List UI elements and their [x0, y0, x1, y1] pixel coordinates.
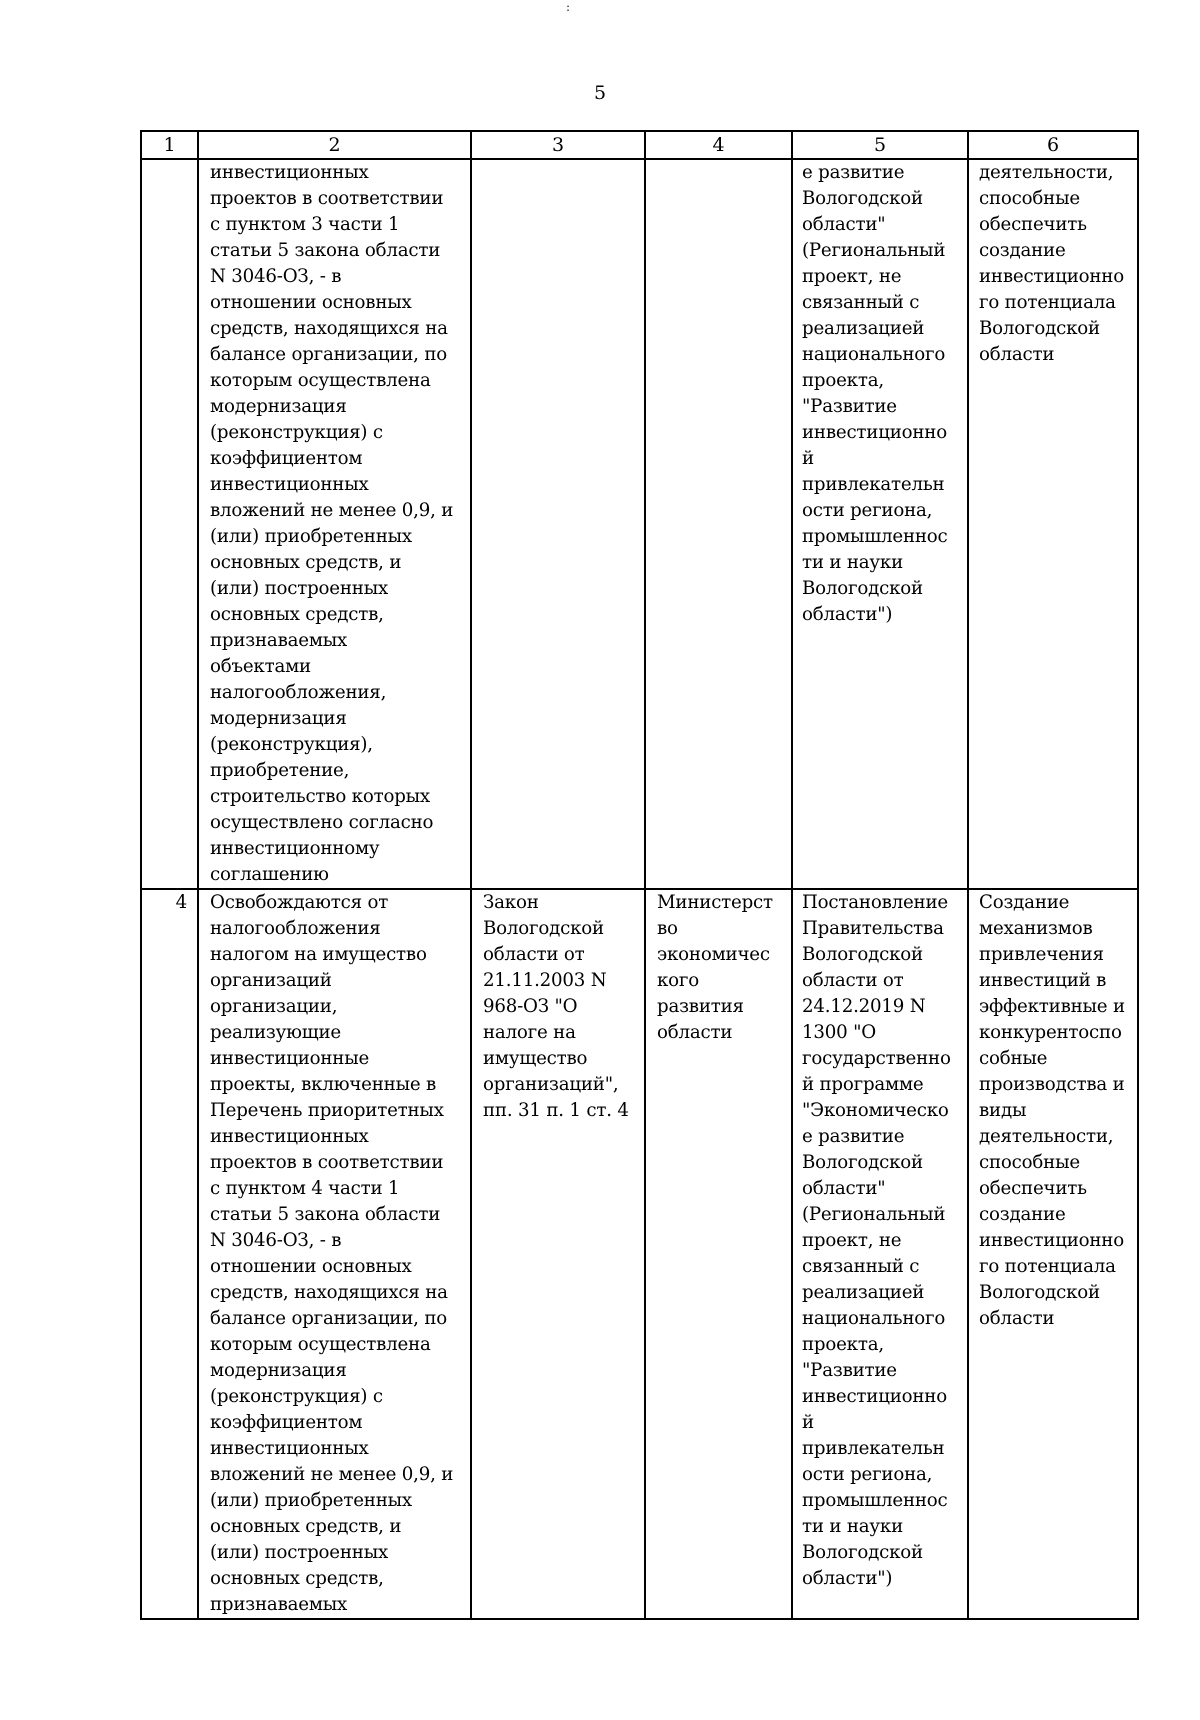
table-row [141, 159, 1138, 889]
column-header-6: 6 [968, 131, 1138, 159]
table-header-row [141, 131, 1138, 159]
legal-basis-cell [471, 159, 645, 889]
program-cell: Постановление Правительства Вологодской области от 24.12.2019 N 1300 "О государственно й программе "Экономическо е развитие Вологодской области" (Региональный проект, не связанный с реализацией национального проекта, "Развитие инвестиционно й привлекательн ости региона, промышленнос ти и науки Вологодской области") [792, 889, 968, 1619]
curator-cell: Министерст во экономичес кого развития области [645, 889, 792, 1619]
goal-cell: Создание механизмов привлечения инвестиций в эффективные и конкурентоспо собные производства и виды деятельности, способные обеспечить создание инвестиционно го потенциала Вологодской области [968, 889, 1138, 1619]
curator-cell [645, 159, 792, 889]
column-header-1: 1 [141, 131, 198, 159]
row-number-cell: 4 [141, 889, 198, 1619]
table-row [141, 889, 1138, 1619]
benefit-description-cell: Освобождаются от налогообложения налогом на имущество организаций организации, реализующие инвестиционные проекты, включенные в Перечень приоритетных инвестиционных проектов в соответствии с пунктом 4 части 1 статьи 5 закона области N 3046-ОЗ, - в отношении основных средств, находящихся на балансе организации, по которым осуществлена модернизация (реконструкция) с коэффициентом инвестиционных вложений не менее 0,9, и (или) приобретенных основных средств, и (или) построенных основных средств, признаваемых [198, 889, 471, 1619]
scan-mark: : [566, 0, 571, 14]
document-table [140, 130, 1139, 1620]
column-header-4: 4 [645, 131, 792, 159]
column-header-5: 5 [792, 131, 968, 159]
column-header-2: 2 [198, 131, 471, 159]
row-number-cell [141, 159, 198, 889]
goal-cell: деятельности, способные обеспечить создание инвестиционно го потенциала Вологодской области [968, 159, 1138, 889]
column-header-3: 3 [471, 131, 645, 159]
legal-basis-cell: Закон Вологодской области от 21.11.2003 N 968-ОЗ "О налоге на имущество организаций", пп. 31 п. 1 ст. 4 [471, 889, 645, 1619]
program-cell: е развитие Вологодской области" (Региональный проект, не связанный с реализацией национального проекта, "Развитие инвестиционно й привлекательн ости региона, промышленнос ти и науки Вологодской области") [792, 159, 968, 889]
page-number: 5 [593, 82, 607, 104]
benefit-description-cell: инвестиционных проектов в соответствии с пунктом 3 части 1 статьи 5 закона области N 3046-ОЗ, - в отношении основных средств, находящихся на балансе организации, по которым осуществлена модернизация (реконструкция) с коэффициентом инвестиционных вложений не менее 0,9, и (или) приобретенных основных средств, и (или) построенных основных средств, признаваемых объектами налогообложения, модернизация (реконструкция), приобретение, строительство которых осуществлено согласно инвестиционному соглашению [198, 159, 471, 889]
